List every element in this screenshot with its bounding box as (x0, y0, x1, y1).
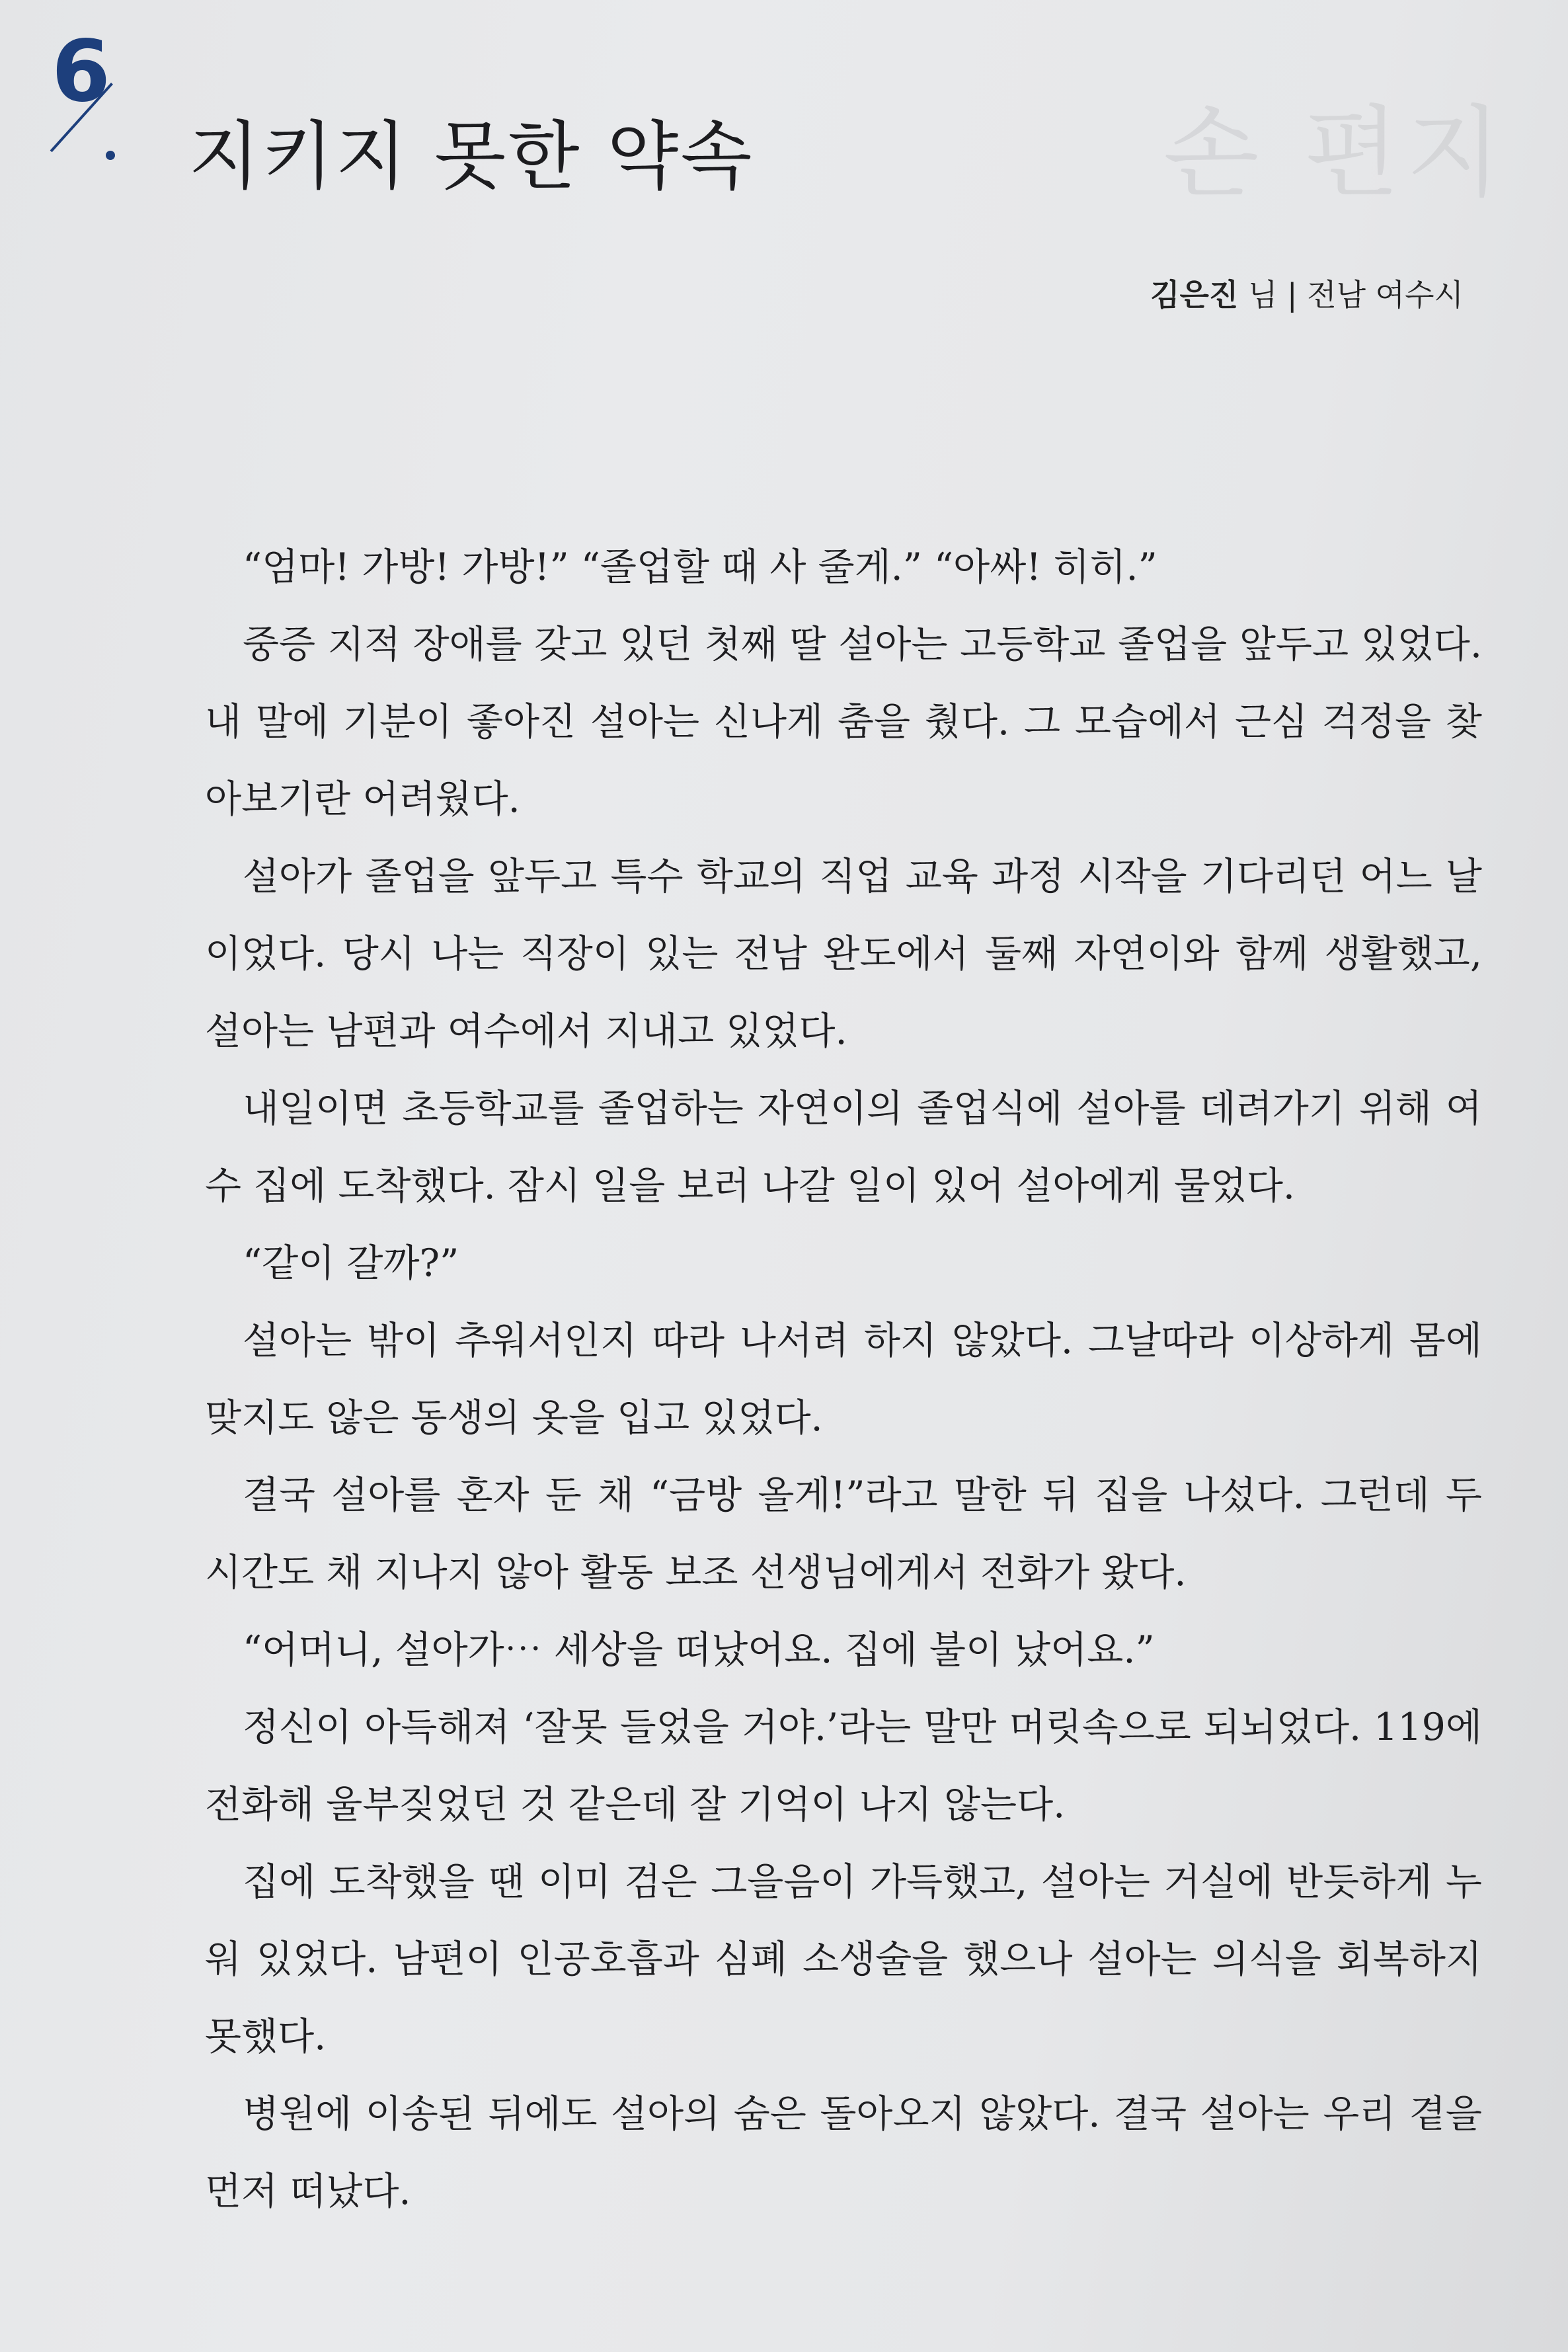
paragraph: 내일이면 초등학교를 졸업하는 자연이의 졸업식에 설아를 데려가기 위해 여수 집에 도착했다. 잠시 일을 보러 나갈 일이 있어 설아에게 물었다. (205, 1087, 1482, 1208)
paragraph: 병원에 이송된 뒤에도 설아의 숨은 돌아오지 않았다. 결국 설아는 우리 곁을 먼저 떠났다. (205, 2092, 1482, 2213)
paragraph: 설아는 밖이 추워서인지 따라 나서려 하지 않았다. 그날따라 이상하게 몸에 맞지도 않은 동생의 옷을 입고 있었다. (205, 1319, 1482, 1440)
chapter-title: 지키지 못한 약속 (188, 114, 754, 200)
story-body (205, 529, 1482, 2230)
show-through-heading: 손 편지 (1163, 96, 1509, 211)
byline (1150, 271, 1464, 315)
paragraph: 설아가 졸업을 앞두고 특수 학교의 직업 교육 과정 시작을 기다리던 어느 날이었다. 당시 나는 직장이 있는 전남 완도에서 둘째 자연이와 함께 생활했고, 설아는 남편과 여수에서 지내고 있었다. (205, 855, 1482, 1053)
paragraph: 집에 도착했을 땐 이미 검은 그을음이 가득했고, 설아는 거실에 반듯하게 누워 있었다. 남편이 인공호흡과 심폐 소생술을 했으나 설아는 의식을 회복하지 못했다. (205, 1860, 1482, 2058)
paragraph: “엄마! 가방! 가방!” “졸업할 때 사 줄게.” “아싸! 히히.” (243, 545, 1157, 589)
paragraph: “어머니, 설아가⋯ 세상을 떠났어요. 집에 불이 났어요.” (243, 1628, 1155, 1672)
chapter-number: 6 (52, 22, 111, 121)
byline-separator: | (1277, 277, 1308, 313)
author-location: 전남 여수시 (1307, 277, 1464, 313)
author-honorific: 님 (1238, 277, 1278, 313)
chapter-dot-ornament (106, 151, 115, 160)
paragraph: “같이 갈까?” (243, 1241, 459, 1285)
author-name: 김은진 (1150, 277, 1239, 313)
paragraph: 정신이 아득해져 ‘잘못 들었을 거야.’라는 말만 머릿속으로 되뇌었다. 119에 전화해 울부짖었던 것 같은데 잘 기억이 나지 않는다. (205, 1705, 1482, 1826)
paragraph: 중증 지적 장애를 갖고 있던 첫째 딸 설아는 고등학교 졸업을 앞두고 있었다. 내 말에 기분이 좋아진 설아는 신나게 춤을 췄다. 그 모습에서 근심 걱정을 찾아보기란 어려웠다. (205, 623, 1482, 821)
paragraph: 결국 설아를 혼자 둔 채 “금방 올게!”라고 말한 뒤 집을 나섰다. 그런데 두 시간도 채 지나지 않아 활동 보조 선생님에게서 전화가 왔다. (205, 1473, 1482, 1594)
